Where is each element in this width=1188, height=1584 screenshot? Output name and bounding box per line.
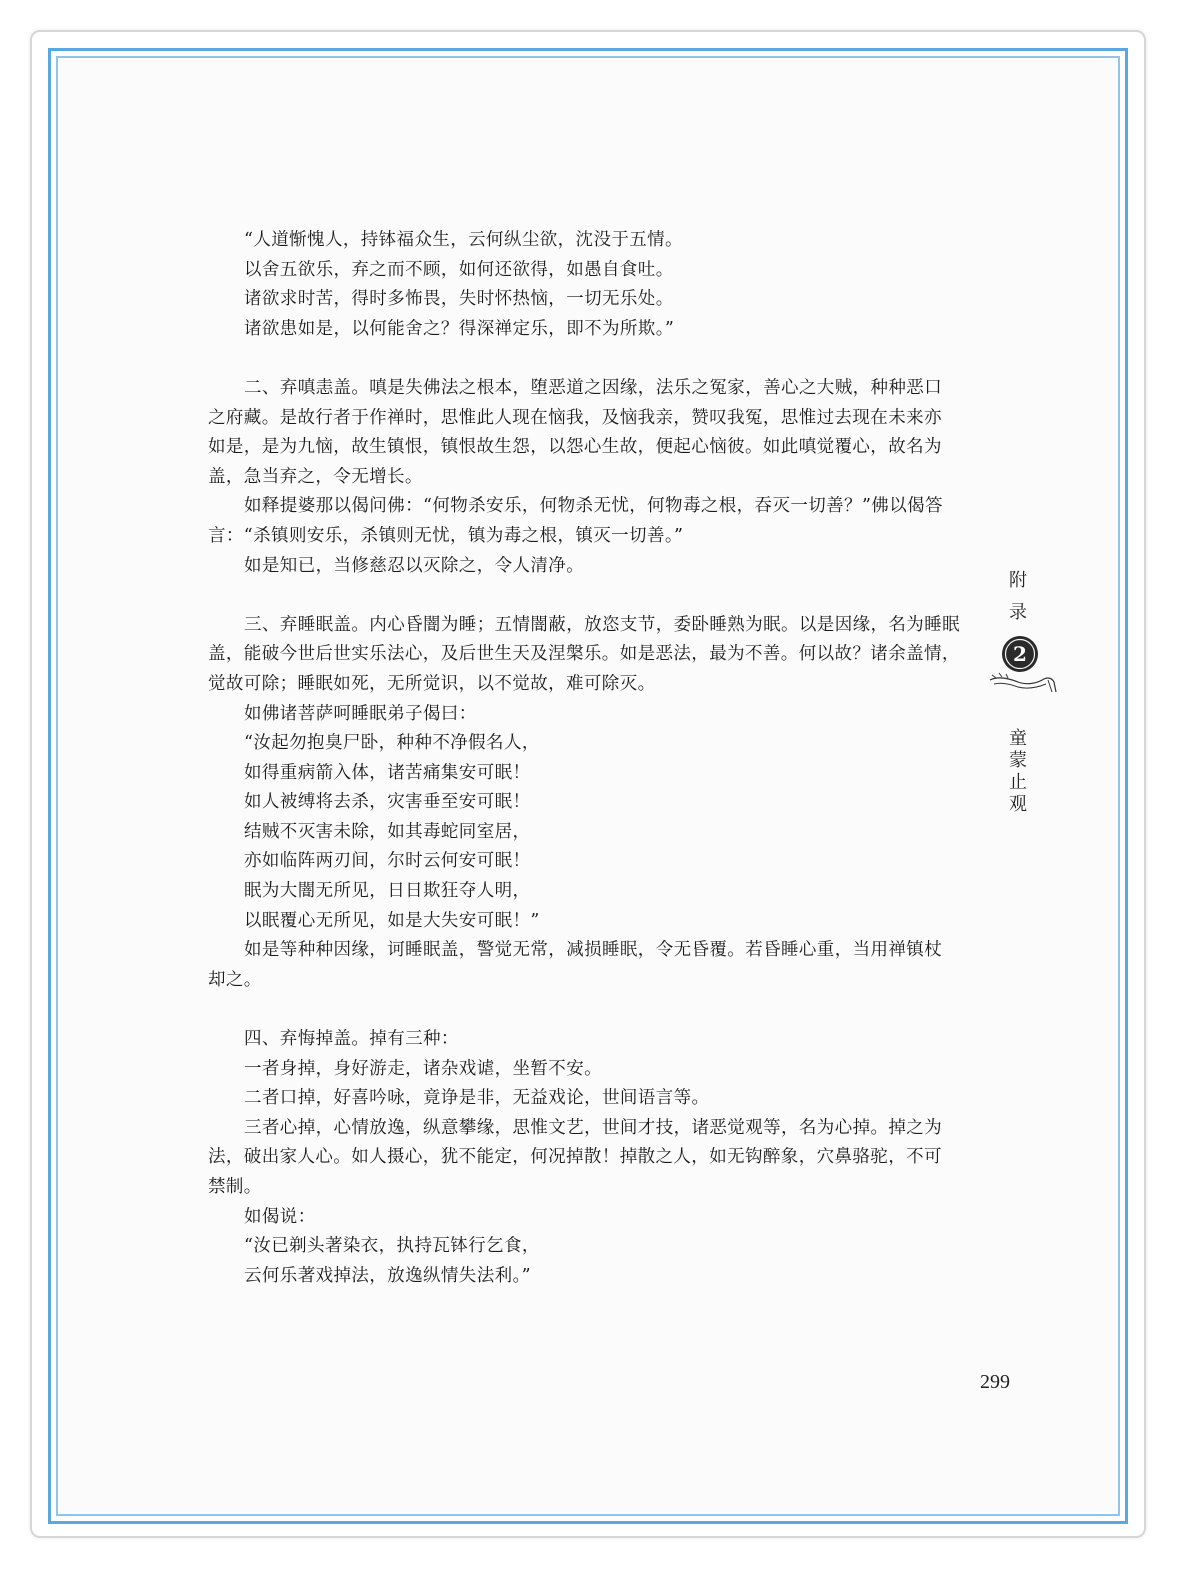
verse-line: 亦如临阵两刃间，尔时云何安可眠！	[244, 851, 531, 872]
verse-line: 云何乐著戏掉法，放逸纵情失法利。”	[244, 1265, 531, 1286]
section-label-char: 录	[1009, 602, 1027, 623]
book-title-char: 观	[1009, 794, 1027, 815]
text-line: 三者心掉，心情放逸，纵意攀缘，思惟文艺，世间才技，诸恶觉观等，名为心掉。掉之为	[244, 1117, 943, 1138]
text-line: 如释提婆那以偈问佛：“何物杀安乐，何物杀无忧，何物毒之根，吞灭一切善？”佛以偈答	[244, 496, 943, 517]
verse-line: 结贼不灭害未除，如其毒蛇同室居，	[244, 821, 531, 842]
text-line: 如偈说：	[244, 1206, 316, 1227]
text-line: 盖，能破今世后世实乐法心，及后世生天及涅槃乐。如是恶法，最为不善。何以故？诸余盖情，	[208, 644, 960, 665]
text-line: 禁制。	[208, 1177, 262, 1197]
text-line: 之府藏。是故行者于作禅时，思惟此人现在恼我，及恼我亲，赞叹我冤，思惟过去现在未来亦	[208, 407, 942, 428]
text-line: 如佛诸菩萨呵睡眠弟子偈曰：	[244, 703, 477, 724]
text-line: 二、弃嗔恚盖。嗔是失佛法之根本，堕恶道之因缘，法乐之冤家，善心之大贼，种种恶口	[244, 377, 943, 398]
verse-line: 如得重病箭入体，诸苦痛集安可眠！	[244, 762, 531, 783]
body-text	[208, 226, 964, 1291]
text-line: 法，破出家人心。如人摄心，犹不能定，何况掉散！掉散之人，如无钩醉象，穴鼻骆驼，不可	[208, 1147, 942, 1168]
verse-line: “汝起勿抱臭尸卧，种种不净假名人，	[244, 733, 540, 754]
book-title-char: 止	[1009, 772, 1027, 793]
verse-line: 如人被缚将去杀，灾害垂至安可眠！	[244, 792, 531, 813]
page-number: 299	[980, 1371, 1010, 1393]
section-label-char: 附	[1009, 570, 1027, 591]
book-title-char: 童	[1009, 728, 1027, 749]
book-title-char: 蒙	[1009, 750, 1027, 771]
book-title-vertical	[990, 728, 1046, 816]
paragraph-gap	[208, 344, 964, 374]
paragraph-gap	[208, 995, 964, 1025]
text-line: 三、弃睡眠盖。内心昏闇为睡；五情闇蔽，放恣支节，委卧睡熟为眠。以是因缘，名为睡眠	[244, 614, 960, 635]
text-line: 二者口掉，好喜吟咏，竟诤是非，无益戏论，世间语言等。	[244, 1088, 710, 1109]
text-line: 却之。	[208, 969, 262, 990]
text-line: 如是等种种因缘，诃睡眠盖，警觉无常，减损睡眠，令无昏覆。若昏睡心重，当用禅镇杖	[244, 940, 943, 961]
text-line: 觉故可除；睡眠如死，无所觉识，以不觉故，难可除灭。	[208, 673, 656, 694]
verse-line: “汝已剃头著染衣，执持瓦钵行乞食，	[244, 1236, 540, 1257]
text-line: 如是，是为九恼，故生镇恨，镇恨故生怨，以怨心生故，便起心恼彼。如此嗔觉覆心，故名为	[208, 437, 942, 458]
verse-line: 诸欲患如是，以何能舍之？得深禅定乐，即不为所欺。”	[244, 318, 675, 339]
text-line: 盖，急当弃之，令无增长。	[208, 466, 423, 487]
paragraph-gap	[208, 581, 964, 611]
verse-line: 诸欲求时苦，得时多怖畏，失时怀热恼，一切无乐处。	[244, 289, 674, 310]
appendix-number-emblem-icon	[1000, 634, 1040, 674]
open-hand-icon	[988, 670, 1058, 694]
text-line: 言：“杀镇则安乐，杀镇则无忧，镇为毒之根，镇灭一切善。”	[208, 525, 684, 546]
text-line: 一者身掉，身好游走，诸杂戏谑，坐暂不安。	[244, 1058, 602, 1079]
section-label	[990, 570, 1046, 634]
text-line: 四、弃悔掉盖。掉有三种：	[244, 1029, 459, 1050]
emblem-number: 2	[1013, 642, 1027, 666]
verse-line: 以舍五欲乐，弃之而不顾，如何还欲得，如愚自食吐。	[244, 259, 674, 280]
text-line: 如是知已，当修慈忍以灭除之，令人清净。	[244, 555, 585, 576]
verse-line: 眠为大闇无所见，日日欺狂夺人明，	[244, 881, 531, 902]
verse-line: “人道惭愧人，持钵福众生，云何纵尘欲，沈没于五情。	[244, 230, 683, 250]
verse-line: 以眠覆心无所见，如是大失安可眠！”	[244, 910, 540, 931]
